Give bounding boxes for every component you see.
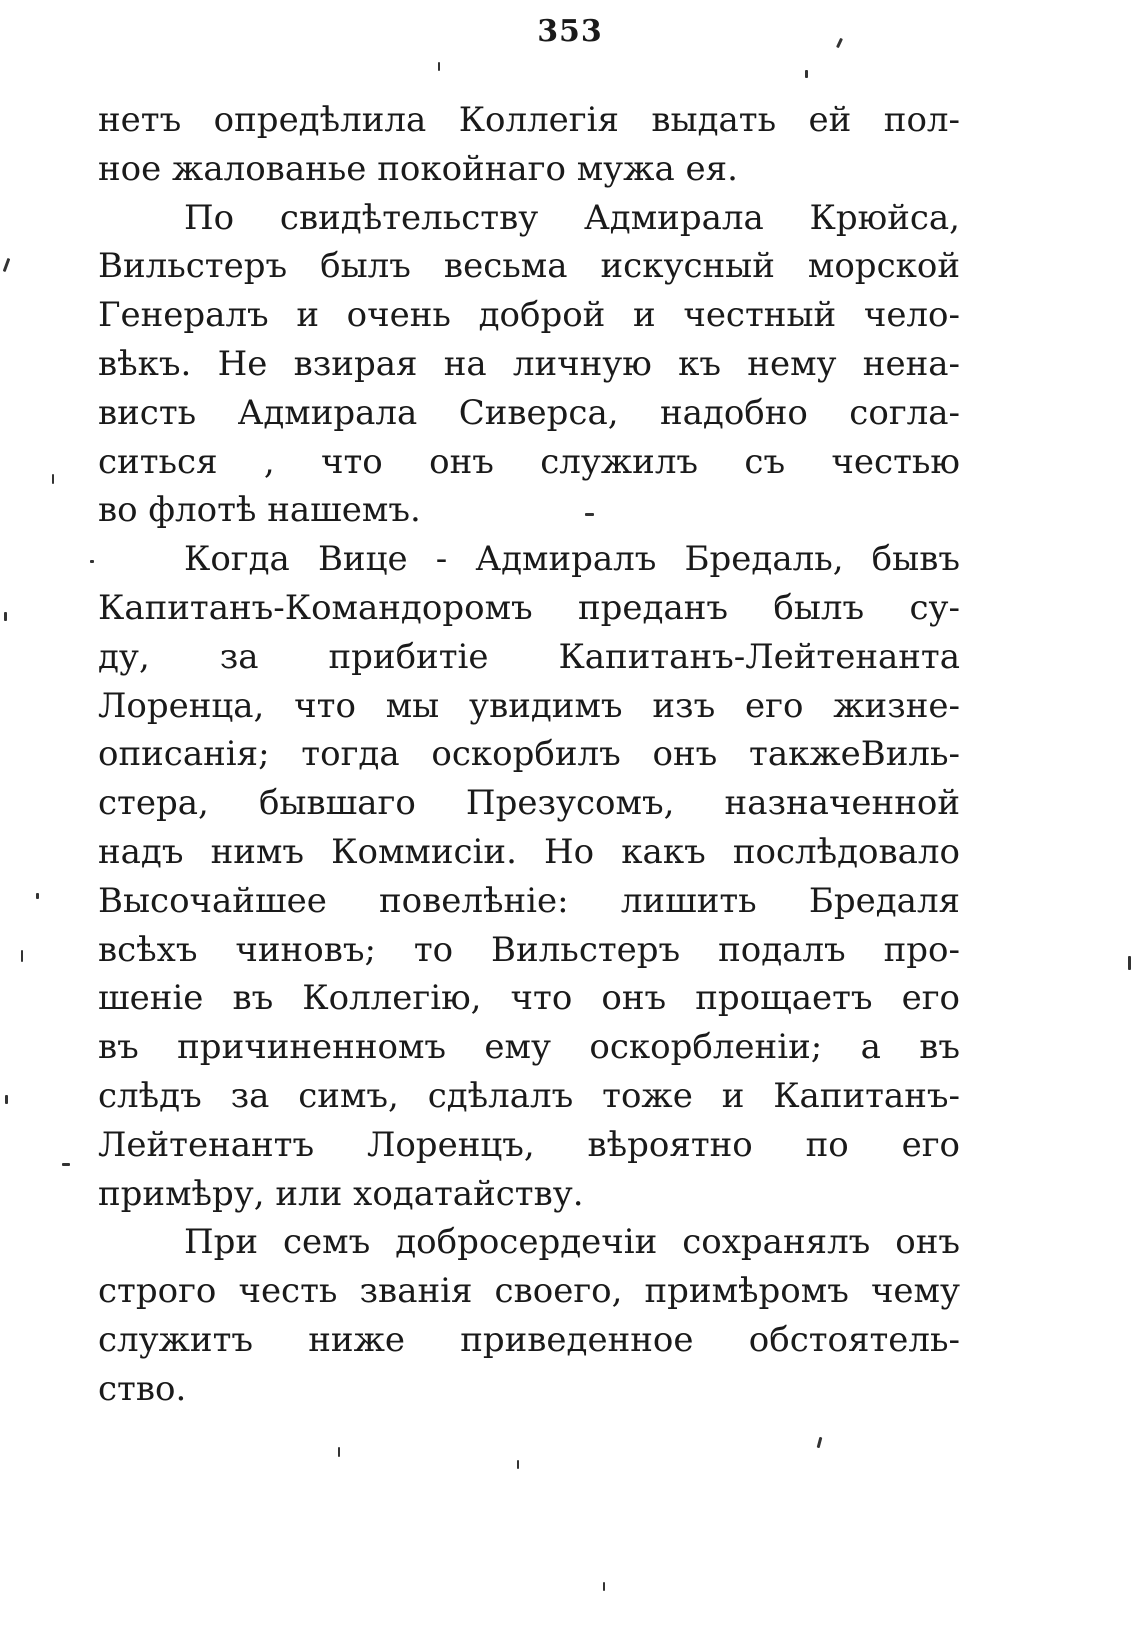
text-line: ситься , что онъ служилъ съ честью bbox=[98, 441, 960, 482]
text-line: надъ нимъ Коммисіи. Но какъ послѣдовало bbox=[98, 831, 960, 872]
text-line: всѣхъ чиновъ; то Вильстеръ подалъ про- bbox=[98, 929, 960, 970]
text-line: Лейтенантъ Лоренцъ, вѣроятно по его bbox=[98, 1124, 960, 1165]
text-line: Когда Вице - Адмиралъ Бредаль, бывъ bbox=[184, 539, 960, 580]
text-line: Лоренца, что мы увидимъ изъ его жизне- bbox=[98, 685, 960, 726]
scan-speck bbox=[517, 1460, 519, 1469]
scan-speck bbox=[21, 950, 23, 962]
scan-speck bbox=[36, 893, 39, 899]
scan-speck bbox=[338, 1447, 340, 1457]
text-line: При семъ добросердечіи сохранялъ онъ bbox=[184, 1222, 960, 1263]
text-line: Капитанъ-Командоромъ преданъ былъ су- bbox=[98, 587, 960, 628]
body-text bbox=[98, 96, 960, 1414]
text-line: вѣкъ. Не взирая на личную къ нему нена- bbox=[98, 343, 960, 384]
scan-speck bbox=[90, 560, 94, 563]
text-line: стера, бывшаго Презусомъ, назначенной bbox=[98, 783, 960, 824]
scan-speck bbox=[52, 474, 54, 484]
scan-speck bbox=[805, 70, 808, 78]
page-number: 353 bbox=[537, 14, 603, 49]
text-line: примѣру, или ходатайству. bbox=[98, 1173, 584, 1214]
scan-speck bbox=[603, 1582, 605, 1591]
text-line: нетъ опредѣлила Коллегія выдать ей пол- bbox=[98, 100, 960, 140]
text-line: ду, за прибитіе Капитанъ-Лейтенанта bbox=[98, 636, 960, 677]
text-line: строго честь званія своего, примѣромъ чему bbox=[98, 1271, 960, 1312]
scan-speck bbox=[5, 1095, 8, 1104]
scan-speck bbox=[817, 1437, 823, 1448]
text-line: служитъ ниже приведенное обстоятель- bbox=[98, 1319, 960, 1360]
scan-speck bbox=[62, 1163, 70, 1166]
text-line: шеніе въ Коллегію, что онъ прощаетъ его bbox=[98, 978, 960, 1019]
scan-speck bbox=[1128, 956, 1131, 970]
text-line: По свидѣтельству Адмирала Крюйса, bbox=[184, 197, 960, 238]
text-line: Генералъ и очень доброй и честный чело- bbox=[98, 295, 960, 336]
text-line: слѣдъ за симъ, сдѣлалъ тоже и Капитанъ- bbox=[98, 1075, 960, 1116]
scan-speck bbox=[438, 62, 440, 71]
text-line: описанія; тогда оскорбилъ онъ такжеВиль- bbox=[98, 734, 960, 775]
text-line: Вильстеръ былъ весьма искусный морской bbox=[98, 246, 960, 287]
text-line: въ причиненномъ ему оскорбленіи; а въ bbox=[98, 1027, 960, 1068]
text-line: висть Адмирала Сиверса, надобно согла- bbox=[98, 392, 960, 433]
text-line: Высочайшее повелѣніе: лишить Бредаля bbox=[98, 880, 960, 921]
scan-speck bbox=[4, 612, 7, 621]
text-line: ное жалованье покойнаго мужа ея. bbox=[98, 148, 738, 189]
scan-speck bbox=[3, 258, 11, 272]
text-line: ство. bbox=[98, 1368, 187, 1409]
text-line: во флотѣ нашемъ. bbox=[98, 490, 421, 531]
scan-speck bbox=[585, 513, 594, 516]
